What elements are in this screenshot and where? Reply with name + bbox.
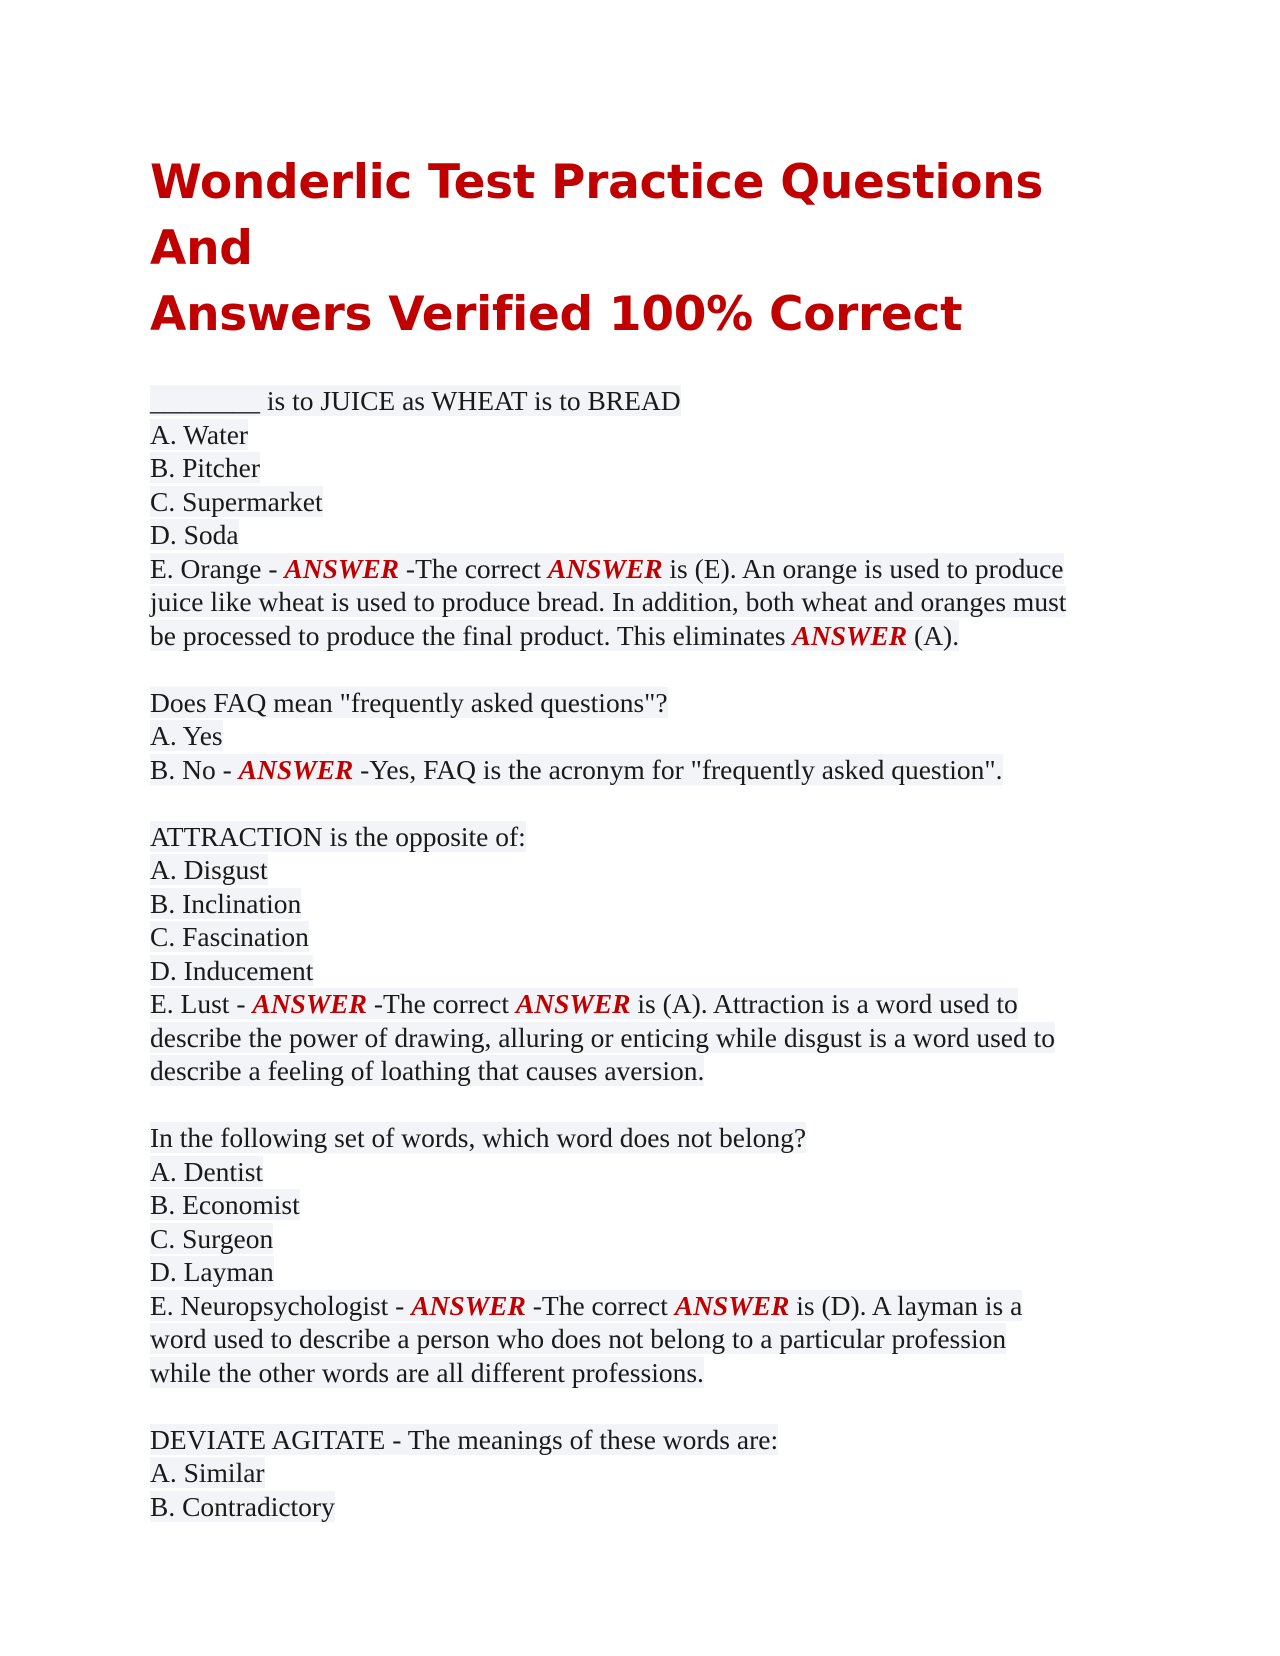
explanation-part: -Yes, FAQ is the acronym for "frequently asked question". bbox=[353, 753, 1003, 785]
explanation-line: word used to describe a person who does not belong to a particular profession bbox=[150, 1323, 1007, 1354]
answer-line bbox=[150, 754, 1003, 785]
explanation-part: -The correct bbox=[399, 552, 548, 584]
question-text: In the following set of words, which word does not belong? bbox=[150, 1122, 807, 1153]
explanation-line: juice like wheat is used to produce bread. In addition, both wheat and oranges must bbox=[150, 586, 1067, 617]
answer-label: ANSWER bbox=[284, 552, 400, 584]
title-line-2: Answers Verified 100% Correct bbox=[150, 287, 963, 342]
option-a: A. Dentist bbox=[150, 1155, 264, 1187]
explanation-part: (A). bbox=[907, 619, 960, 651]
explanation-part: -The correct bbox=[525, 1289, 675, 1321]
option-a: A. Water bbox=[150, 418, 249, 450]
answer-label: ANSWER bbox=[515, 988, 631, 1019]
question-block-2 bbox=[150, 686, 1130, 787]
option-a: A. Disgust bbox=[150, 854, 268, 885]
option-b: B. Inclination bbox=[150, 887, 302, 919]
option-c: C. Supermarket bbox=[150, 485, 323, 517]
question-text: Does FAQ mean "frequently asked questions"? bbox=[150, 686, 668, 718]
answer-label: ANSWER bbox=[792, 619, 908, 651]
question-block-4 bbox=[150, 1121, 1130, 1389]
explanation-line: while the other words are all different professions. bbox=[150, 1356, 704, 1388]
option-d: D. Layman bbox=[150, 1256, 274, 1287]
option-e: E. Orange - bbox=[150, 552, 285, 584]
answer-label: ANSWER bbox=[674, 1289, 790, 1321]
explanation-line: describe a feeling of loathing that causes aversion. bbox=[150, 1055, 705, 1086]
document-title bbox=[150, 150, 1130, 348]
explanation-part: be processed to produce the final product. This eliminates bbox=[150, 619, 793, 651]
option-d: D. Inducement bbox=[150, 954, 314, 986]
option-d: D. Soda bbox=[150, 519, 239, 550]
explanation-part: -The correct bbox=[367, 988, 516, 1019]
question-block-3 bbox=[150, 820, 1130, 1088]
answer-label: ANSWER bbox=[547, 552, 663, 584]
answer-label: ANSWER bbox=[238, 753, 354, 785]
explanation-line: describe the power of drawing, alluring or enticing while disgust is a word used to bbox=[150, 1021, 1056, 1053]
answer-line bbox=[150, 553, 1064, 584]
question-text: ________ is to JUICE as WHEAT is to BREAD bbox=[150, 385, 681, 416]
question-text: DEVIATE AGITATE - The meanings of these words are: bbox=[150, 1423, 779, 1455]
question-block-5 bbox=[150, 1423, 1130, 1524]
option-e: E. Neuropsychologist - bbox=[150, 1289, 412, 1321]
title-line-1: Wonderlic Test Practice Questions And bbox=[150, 155, 1044, 276]
option-b: B. Economist bbox=[150, 1189, 300, 1220]
option-b: B. Contradictory bbox=[150, 1490, 335, 1522]
option-c: C. Fascination bbox=[150, 921, 309, 952]
option-a: A. Similar bbox=[150, 1457, 265, 1488]
option-e: E. Lust - bbox=[150, 988, 253, 1019]
explanation-part: is (D). A layman is a bbox=[789, 1289, 1023, 1321]
answer-line bbox=[150, 988, 1018, 1019]
answer-label: ANSWER bbox=[252, 988, 367, 1019]
option-b: B. Pitcher bbox=[150, 452, 260, 483]
option-b: B. No - bbox=[150, 753, 239, 785]
explanation-part: is (E). An orange is used to produce bbox=[662, 552, 1064, 584]
explanation-part: is (A). Attraction is a word used to bbox=[630, 988, 1018, 1019]
option-a: A. Yes bbox=[150, 720, 223, 751]
question-text: ATTRACTION is the opposite of: bbox=[150, 820, 526, 852]
answer-line bbox=[150, 1290, 1022, 1321]
explanation-line bbox=[150, 620, 959, 651]
answer-label: ANSWER bbox=[411, 1289, 526, 1321]
document-body bbox=[150, 384, 1130, 1523]
document-page bbox=[150, 150, 1130, 1557]
question-block-1 bbox=[150, 384, 1130, 652]
option-c: C. Surgeon bbox=[150, 1222, 274, 1254]
